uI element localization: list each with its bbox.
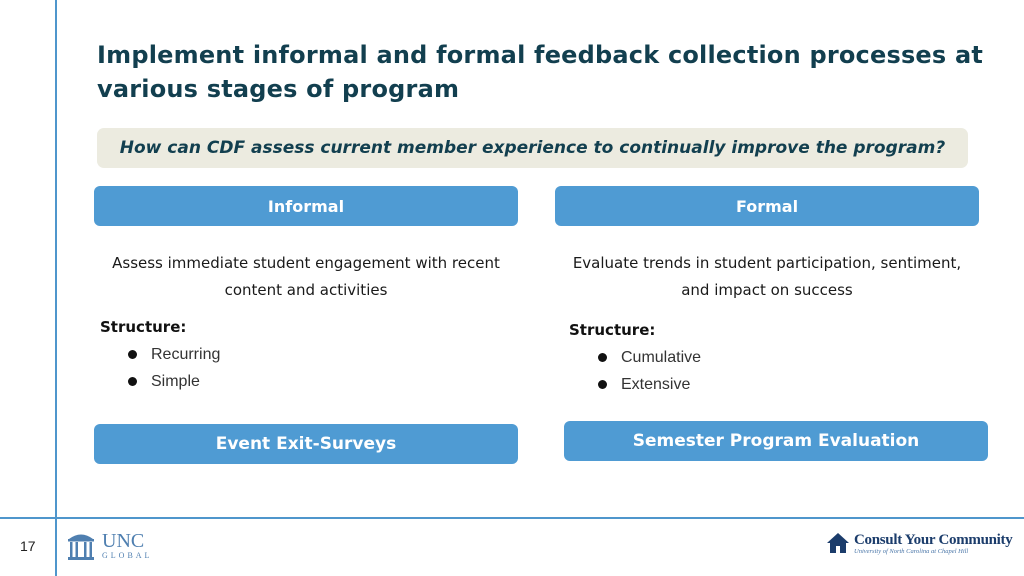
formal-structure-label: Structure: — [569, 321, 656, 339]
cyc-logo-text: Consult Your Community — [854, 532, 1013, 548]
slide-title: Implement informal and formal feedback collection processes at various stages of program — [97, 41, 984, 103]
list-item: Extensive — [598, 371, 701, 398]
bullet-icon — [598, 353, 607, 362]
list-item: Cumulative — [598, 344, 701, 371]
cyc-logo-subtext: University of North Carolina at Chapel Hill — [854, 548, 969, 555]
informal-description: Assess immediate student engagement with recent content and activities — [112, 254, 500, 299]
formal-header-label: Formal — [735, 196, 799, 216]
formal-description: Evaluate trends in student participation, sentiment, and impact on success — [572, 254, 962, 299]
page-number: 17 — [20, 538, 36, 554]
house-icon — [826, 532, 850, 554]
formal-example-banner — [564, 421, 988, 461]
unc-global-logo — [66, 530, 152, 562]
formal-header — [555, 186, 979, 226]
informal-structure-list — [128, 341, 220, 395]
list-item: Recurring — [128, 341, 220, 368]
footer-rule — [0, 517, 1024, 519]
informal-header — [94, 186, 518, 226]
formal-structure-list — [598, 344, 701, 398]
informal-header-label: Informal — [267, 196, 345, 216]
consult-your-community-logo — [826, 532, 1012, 556]
guiding-question-text: How can CDF assess current member experience to continually improve the program? — [119, 138, 946, 158]
unc-logo-subtext: GLOBAL — [102, 551, 153, 560]
guiding-question-banner — [97, 128, 968, 168]
informal-structure-label: Structure: — [100, 318, 187, 336]
bullet-icon — [128, 350, 137, 359]
unc-logo-text: UNC — [102, 530, 145, 552]
list-item: Simple — [128, 368, 220, 395]
informal-example-banner — [94, 424, 518, 464]
formal-example-label: Semester Program Evaluation — [632, 431, 920, 451]
old-well-icon — [66, 530, 96, 562]
bullet-icon — [128, 377, 137, 386]
bullet-icon — [598, 380, 607, 389]
vertical-rule — [55, 0, 57, 576]
informal-example-label: Event Exit-Surveys — [215, 434, 397, 454]
